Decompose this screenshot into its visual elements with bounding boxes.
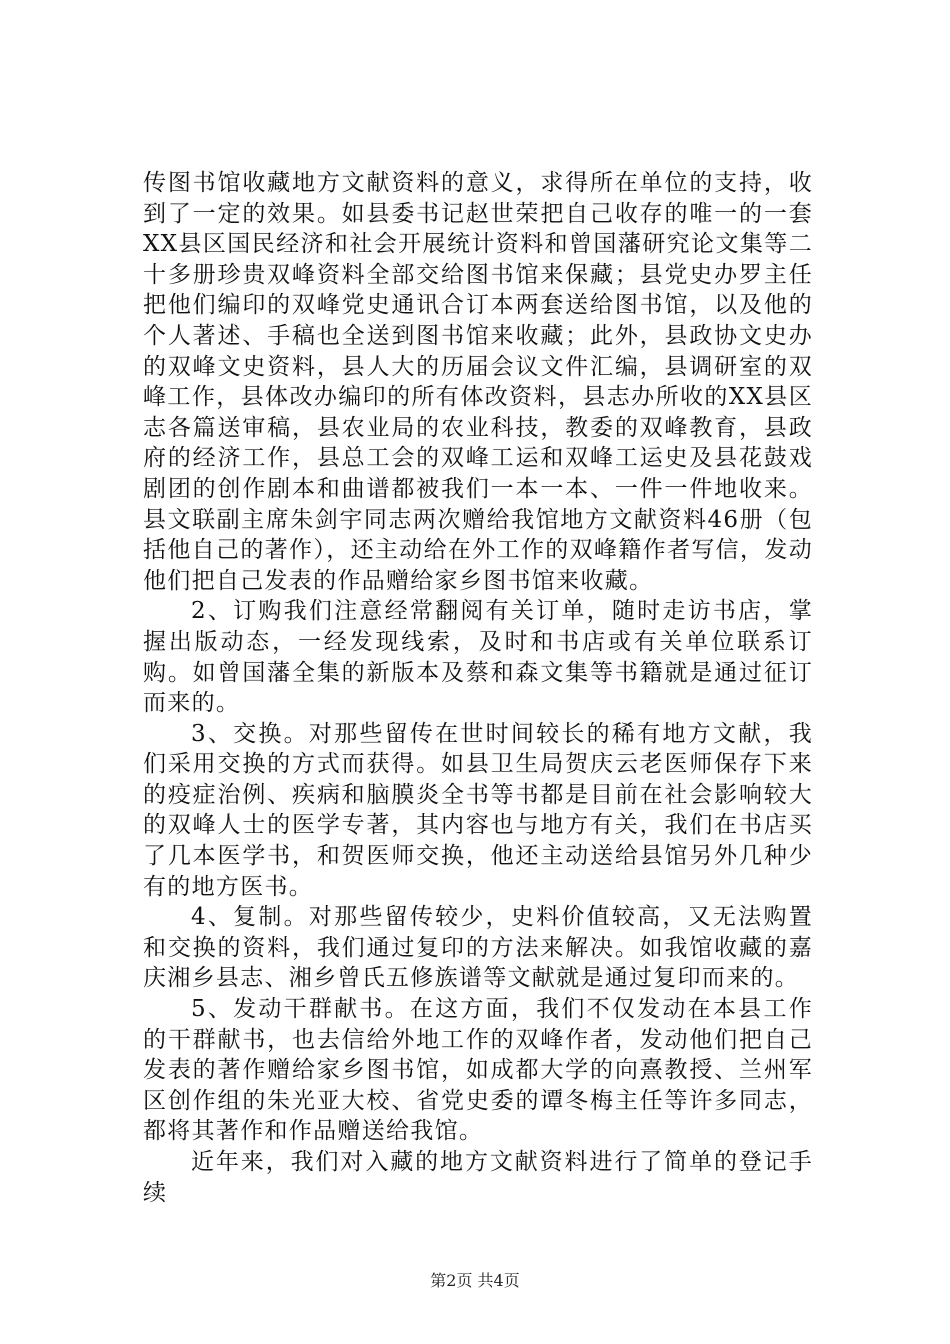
paragraph-copying: 4、复制。对那些留传较少，史料价值较高，又无法购置和交换的资料，我们通过复印的方法来解决。如我馆收藏的嘉庆湘乡县志、湘乡曾氏五修族谱等文献就是通过复印而来的。 bbox=[143, 904, 813, 992]
paragraph-recent-years: 近年来，我们对入藏的地方文献资料进行了简单的登记手续 bbox=[143, 1149, 813, 1206]
body-text bbox=[143, 168, 813, 1208]
paragraph-exchange: 3、交换。对那些留传在世时间较长的稀有地方文献，我们采用交换的方式而获得。如县卫生局贺庆云老医师保存下来的疫症治例、疾病和脑膜炎全书等书都是目前在社会影响较大的双峰人士的医学专著，其内容也与地方有关，我们在书店买了几本医学书，和贺医师交换，他还主动送给县馆另外几种少有的地方医书。 bbox=[143, 720, 813, 900]
page-number-footer: 第2页 共4页 bbox=[430, 1271, 520, 1290]
paragraph-public-donation: 5、发动干群献书。在这方面，我们不仅发动在本县工作的干群献书，也去信给外地工作的双峰作者，发动他们把自己发表的著作赠给家乡图书馆，如成都大学的向熹教授、兰州军区创作组的朱光亚大校、省党史委的谭冬梅主任等许多同志，都将其著作和作品赠送给我馆。 bbox=[143, 996, 813, 1145]
paragraph-donations-continued: 传图书馆收藏地方文献资料的意义，求得所在单位的支持，收到了一定的效果。如县委书记赵世荣把自己收存的唯一的一套XX县区国民经济和社会开展统计资料和曾国藩研究论文集等二十多册珍贵双峰资料全部交给图书馆来保藏；县党史办罗主任把他们编印的双峰党史通讯合订本两套送给图书馆，以及他的个人著述、手稿也全送到图书馆来收藏；此外，县政协文史办的双峰文史资料，县人大的历届会议文件汇编，县调研室的双峰工作，县体改办编印的所有体改资料，县志办所收的XX县区志各篇送审稿，县农业局的农业科技，教委的双峰教育，县政府的经济工作，县总工会的双峰工运和双峰工运史及县花鼓戏剧团的创作剧本和曲谱都被我们一本一本、一件一件地收来。县文联副主席朱剑宇同志两次赠给我馆地方文献资料46册（包括他自己的著作），还主动给在外工作的双峰籍作者写信，发动他们把自己发表的作品赠给家乡图书馆来收藏。 bbox=[143, 170, 813, 594]
paragraph-ordering: 2、订购我们注意经常翻阅有关订单，随时走访书店，掌握出版动态，一经发现线索，及时和书店或有关单位联系订购。如曾国藩全集的新版本及蔡和森文集等书籍就是通过征订而来的。 bbox=[143, 598, 813, 717]
